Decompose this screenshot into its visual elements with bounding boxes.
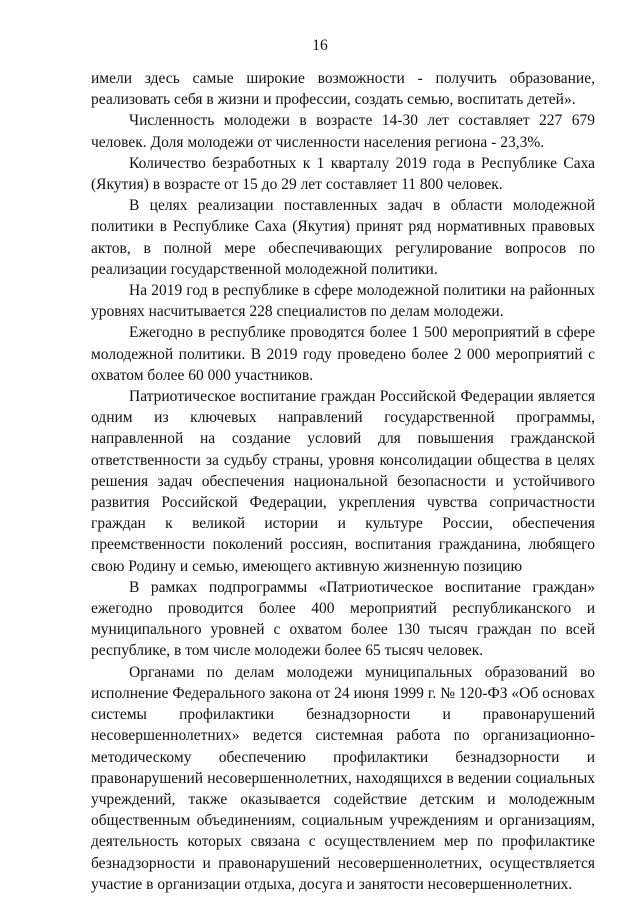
paragraph-subprogram: В рамках подпрограммы «Патриотическое воспитание граждан» ежегодно проводится более 400 мероприятий республиканского и муниципального уровней с охватом более 130 тысяч граждан по всей республике, в том числе молодежи более 65 тысяч человек. — [91, 578, 595, 660]
body-text — [91, 68, 595, 895]
paragraph-prevention: Органами по делам молодежи муниципальных образований во исполнение Федерального закона от 24 июня 1999 г. № 120-ФЗ «Об основах системы профилактики безнадзорности и правонарушений несовершеннолетних» ведется системная работа по организационно-методическому обеспечению профилактики безнадзорности и правонарушений несовершеннолетних, находящихся в ведении социальных учреждений, также оказывается содействие детским и молодежным общественным объединениям, социальным учреждениям и организациям, деятельность которых связана с осуществлением мер по профилактике безнадзорности и правонарушений несовершеннолетних, осуществляется участие в организации отдыха, досуга и занятости несовершеннолетних. — [91, 663, 595, 893]
paragraph-events: Ежегодно в республике проводятся более 1 500 мероприятий в сфере молодежной политики. В 2019 году проведено более 2 000 мероприятий с охватом более 60 000 участников. — [91, 324, 595, 384]
paragraph-legal-acts: В целях реализации поставленных задач в области молодежной политики в Республике Саха (Якутия) принят ряд нормативных правовых актов, в полной мере обеспечивающих регулирование вопросов по реализации государственной молодежной политики. — [91, 197, 595, 278]
page-number: 16 — [312, 37, 328, 54]
paragraph-specialists: На 2019 год в республике в сфере молодежной политики на районных уровнях насчитывается 228 специалистов по делам молодежи. — [91, 282, 595, 321]
paragraph-unemployment: Количество безработных к 1 кварталу 2019 года в Республике Саха (Якутия) в возрасте от 15 до 29 лет составляет 11 800 человек. — [91, 154, 595, 194]
paragraph-patriotic-education: Патриотическое воспитание граждан Российской Федерации является одним из ключевых направлений государственной программы, направленной на создание условий для повышения гражданской ответственности за судьбу страны, уровня консолидации общества в целях решения задач обеспечения национальной безопасности и устойчивого развития Российской Федерации, укрепления чувства сопричастности граждан к великой истории и культуре России, обеспечения преемственности поколений россиян, воспитания гражданина, любящего свою Родину и семью, имеющего активную жизненную позицию — [91, 388, 595, 575]
paragraph-youth-population: Численность молодежи в возрасте 14-30 лет составляет 227 679 человек. Доля молодежи от численности населения региона - 23,3%. — [91, 112, 595, 151]
paragraph-continuation: имели здесь самые широкие возможности - получить образование, реализовать себя в жизни и профессии, создать семью, воспитать детей». — [91, 70, 595, 109]
